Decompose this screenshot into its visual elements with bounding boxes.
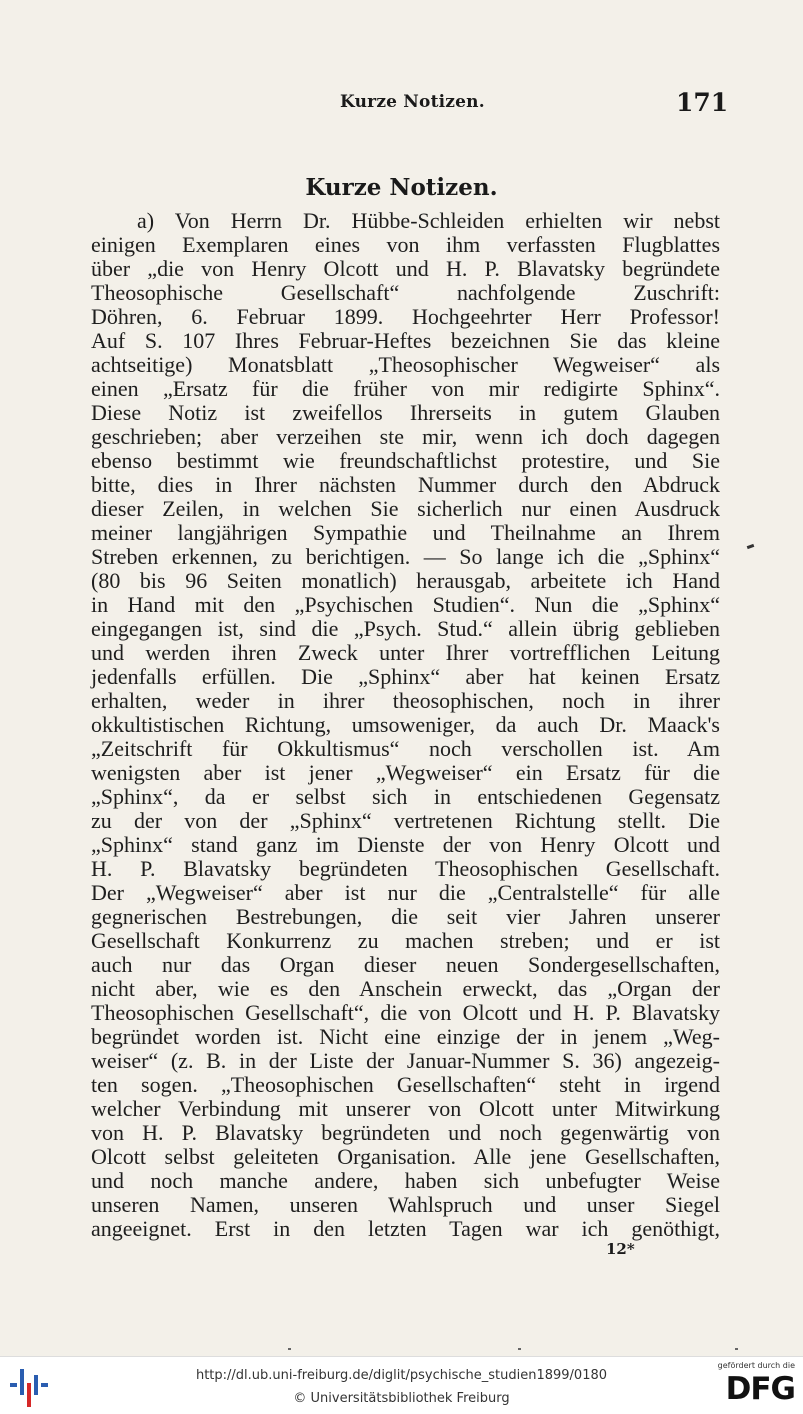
dfg-tagline: gefördert durch die: [717, 1361, 795, 1370]
text-line: Der „Wegweiser“ aber ist nur die „Centralstelle“ für alle: [91, 880, 720, 905]
text-line: Olcott selbst geleiteten Organisation. Alle jene Gesellschaften,: [91, 1144, 720, 1169]
text-line: angeeignet. Erst in den letzten Tagen war ich genöthigt,: [91, 1216, 720, 1241]
text-line: „Sphinx“, da er selbst sich in entschiedenen Gegensatz: [91, 784, 720, 809]
text-line: welcher Verbindung mit unserer von Olcott unter Mitwirkung: [91, 1096, 720, 1121]
text-line: jedenfalls erfüllen. Die „Sphinx“ aber hat keinen Ersatz: [91, 664, 720, 689]
text-line: (80 bis 96 Seiten monatlich) herausgab, arbeitete ich Hand: [91, 568, 720, 593]
text-line: Döhren, 6. Februar 1899. Hochgeehrter Herr Professor!: [91, 304, 720, 329]
text-line: Auf S. 107 Ihres Februar-Heftes bezeichnen Sie das kleine: [91, 328, 720, 353]
footer-url[interactable]: http://dl.ub.uni-freiburg.de/diglit/psychische_studien1899/0180: [195, 1368, 608, 1383]
viewer-footer: [0, 1356, 803, 1414]
text-line: Diese Notiz ist zweifellos Ihrerseits in gutem Glauben: [91, 400, 720, 425]
text-line: begründet worden ist. Nicht eine einzige der in jenem „Weg-: [91, 1024, 720, 1049]
body-text: [91, 209, 720, 1241]
text-line: zu der von der „Sphinx“ vertretenen Richtung stellt. Die: [91, 808, 720, 833]
text-line: H. P. Blavatsky begründeten Theosophischen Gesellschaft.: [91, 856, 720, 881]
text-line: einen „Ersatz für die früher von mir redigirte Sphinx“.: [91, 376, 720, 401]
signature-mark: 12*: [606, 1240, 635, 1258]
text-line: weiser“ (z. B. in der Liste der Januar-Nummer S. 36) angezeig-: [91, 1048, 720, 1073]
text-line: ebenso bestimmt wie freundschaftlichst protestire, und Sie: [91, 448, 720, 473]
text-line: okkultistischen Richtung, umsoweniger, da auch Dr. Maack's: [91, 712, 720, 737]
text-line: gegnerischen Bestrebungen, die seit vier Jahren unserer: [91, 904, 720, 929]
running-head: [0, 88, 803, 118]
text-line: ten sogen. „Theosophischen Gesellschaften“ steht in irgend: [91, 1072, 720, 1097]
text-line: Gesellschaft Konkurrenz zu machen streben; und er ist: [91, 928, 720, 953]
text-line: achtseitige) Monatsblatt „Theosophischer Wegweiser“ als: [91, 352, 720, 377]
text-line: und noch manche andere, haben sich unbefugter Weise: [91, 1168, 720, 1193]
text-line: geschrieben; aber verzeihen ste mir, wenn ich doch dagegen: [91, 424, 720, 449]
text-line: über „die von Henry Olcott und H. P. Blavatsky begründete: [91, 256, 720, 281]
running-title: Kurze Notizen.: [340, 92, 485, 112]
text-line: eingegangen ist, sind die „Psych. Stud.“ allein übrig geblieben: [91, 616, 720, 641]
dfg-logo-text: DFG: [725, 1371, 795, 1407]
text-line: Theosophische Gesellschaft“ nachfolgende Zuschrift:: [91, 280, 720, 305]
text-line: Streben erkennen, zu berichtigen. — So lange ich die „Sphinx“: [91, 544, 720, 569]
text-line: bitte, dies in Ihrer nächsten Nummer durch den Abdruck: [91, 472, 720, 497]
text-line: „Sphinx“ stand ganz im Dienste der von Henry Olcott und: [91, 832, 720, 857]
text-line: einigen Exemplaren eines von ihm verfassten Flugblattes: [91, 232, 720, 257]
text-line: dieser Zeilen, in welchen Sie sicherlich nur einen Ausdruck: [91, 496, 720, 521]
text-line: erhalten, weder in ihrer theosophischen, noch in ihrer: [91, 688, 720, 713]
text-line: auch nur das Organ dieser neuen Sondergesellschaften,: [91, 952, 720, 977]
text-line: Theosophischen Gesellschaft“, die von Olcott und H. P. Blavatsky: [91, 1000, 720, 1025]
text-line: und werden ihren Zweck unter Ihrer vortrefflichen Leitung: [91, 640, 720, 665]
text-line: wenigsten aber ist jener „Wegweiser“ ein Ersatz für die: [91, 760, 720, 785]
text-line: nicht aber, wie es den Anschein erweckt, das „Organ der: [91, 976, 720, 1001]
dfg-logo[interactable]: [709, 1361, 795, 1411]
text-line: „Zeitschrift für Okkultismus“ noch verschollen ist. Am: [91, 736, 720, 761]
text-line: meiner langjährigen Sympathie und Theilnahme an Ihrem: [91, 520, 720, 545]
footer-copyright: © Universitätsbibliothek Freiburg: [293, 1391, 510, 1406]
text-line: unseren Namen, unseren Wahlspruch und unser Siegel: [91, 1192, 720, 1217]
page-edge-dots: [0, 1348, 803, 1354]
section-heading: Kurze Notizen.: [305, 174, 498, 201]
text-line: a) Von Herrn Dr. Hübbe-Schleiden erhielten wir nebst: [137, 208, 720, 233]
text-line: in Hand mit den „Psychischen Studien“. Nun die „Sphinx“: [91, 592, 720, 617]
margin-mark: [747, 544, 755, 549]
page-number: 171: [676, 88, 729, 117]
text-line: von H. P. Blavatsky begründeten und noch gegenwärtig von: [91, 1120, 720, 1145]
